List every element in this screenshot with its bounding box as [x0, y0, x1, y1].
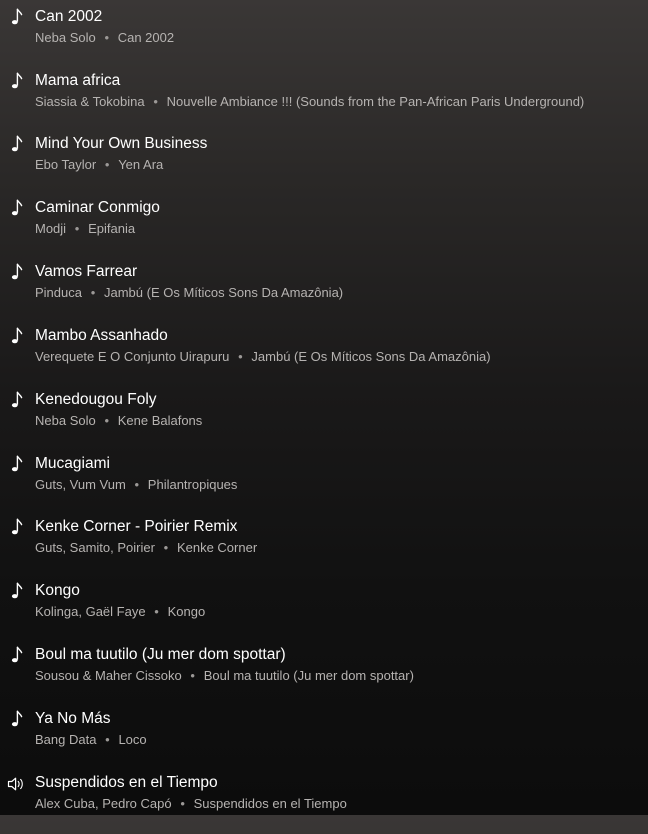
separator-dot: •	[104, 157, 110, 172]
music-note-icon	[6, 580, 26, 604]
track-title[interactable]: Ya No Más	[35, 710, 111, 727]
music-note-icon	[6, 261, 26, 285]
track-row[interactable]	[0, 514, 648, 578]
track-artists[interactable]: Sousou & Maher Cissoko	[35, 668, 182, 683]
track-meta	[35, 731, 147, 748]
track-artists[interactable]: Pinduca	[35, 285, 82, 300]
music-note-icon	[6, 708, 26, 732]
separator-dot: •	[154, 604, 159, 619]
track-meta	[35, 29, 174, 46]
track-artists[interactable]: Kolinga, Gaël Faye	[35, 604, 146, 619]
track-album[interactable]: Jambú (E Os Míticos Sons Da Amazônia)	[251, 349, 491, 364]
track-album[interactable]: Can 2002	[117, 30, 175, 45]
track-row[interactable]	[0, 642, 648, 706]
track-artists[interactable]: Siassia & Tokobina	[35, 94, 145, 109]
track-album[interactable]: Nouvelle Ambiance !!! (Sounds from the Pan-African Paris Underground)	[166, 94, 585, 109]
track-meta	[35, 220, 135, 237]
track-title[interactable]: Boul ma tuutilo (Ju mer dom spottar)	[35, 646, 286, 663]
speaker-icon	[6, 772, 26, 796]
separator-dot: •	[163, 540, 169, 555]
separator-dot: •	[238, 349, 243, 364]
track-artists[interactable]: Guts, Samito, Poirier	[35, 540, 155, 555]
separator-dot: •	[180, 796, 185, 811]
track-album[interactable]: Kenke Corner	[176, 540, 258, 555]
track-title[interactable]: Suspendidos en el Tiempo	[35, 774, 218, 791]
track-title[interactable]: Mambo Assanhado	[35, 327, 168, 344]
track-album[interactable]: Kene Balafons	[117, 413, 203, 428]
track-meta	[35, 412, 202, 429]
track-row[interactable]	[0, 259, 648, 323]
music-note-icon	[6, 516, 26, 540]
track-album[interactable]: Kongo	[167, 604, 206, 619]
track-meta	[35, 93, 584, 110]
track-artists[interactable]: Guts, Vum Vum	[35, 477, 126, 492]
track-row[interactable]	[0, 195, 648, 259]
track-artists[interactable]: Ebo Taylor	[35, 157, 97, 172]
track-row[interactable]	[0, 4, 648, 68]
track-title[interactable]: Mucagiami	[35, 455, 110, 472]
track-artists[interactable]: Bang Data	[35, 732, 97, 747]
track-meta	[35, 476, 237, 493]
track-album[interactable]: Suspendidos en el Tiempo	[193, 796, 347, 811]
track-row[interactable]	[0, 706, 648, 770]
track-artists[interactable]: Modji	[35, 221, 67, 236]
music-note-icon	[6, 70, 26, 94]
track-row[interactable]	[0, 387, 648, 451]
separator-dot: •	[104, 413, 109, 428]
separator-dot: •	[105, 732, 110, 747]
track-album[interactable]: Epifania	[88, 221, 136, 236]
track-title[interactable]: Kongo	[35, 582, 80, 599]
track-meta	[35, 603, 205, 620]
track-album[interactable]: Jambú (E Os Míticos Sons Da Amazônia)	[103, 285, 344, 300]
track-meta	[35, 667, 414, 684]
track-album[interactable]: Boul ma tuutilo (Ju mer dom spottar)	[203, 668, 414, 683]
track-artists[interactable]: Verequete E O Conjunto Uirapuru	[35, 349, 230, 364]
track-row[interactable]	[0, 68, 648, 132]
track-artists[interactable]: Alex Cuba, Pedro Capó	[35, 796, 172, 811]
music-note-icon	[6, 325, 26, 349]
music-note-icon	[6, 644, 26, 668]
track-artists[interactable]: Neba Solo	[35, 30, 96, 45]
track-row[interactable]	[0, 578, 648, 642]
track-meta	[35, 284, 343, 301]
track-meta	[35, 795, 347, 812]
track-title[interactable]: Caminar Conmigo	[35, 199, 160, 216]
track-meta	[35, 348, 491, 365]
music-note-icon	[6, 133, 26, 157]
track-meta	[35, 156, 163, 173]
music-note-icon	[6, 453, 26, 477]
separator-dot: •	[134, 477, 140, 492]
track-meta	[35, 539, 257, 556]
music-note-icon	[6, 6, 26, 30]
track-title[interactable]: Mind Your Own Business	[35, 135, 208, 152]
track-title[interactable]: Vamos Farrear	[35, 263, 138, 280]
track-row-now-playing[interactable]	[0, 770, 648, 834]
track-album[interactable]: Philantropiques	[147, 477, 238, 492]
music-note-icon	[6, 197, 26, 221]
track-album[interactable]: Loco	[118, 732, 147, 747]
track-title[interactable]: Mama africa	[35, 72, 121, 89]
music-note-icon	[6, 389, 26, 413]
track-row[interactable]	[0, 323, 648, 387]
separator-dot: •	[74, 221, 80, 236]
track-title[interactable]: Can 2002	[35, 8, 103, 25]
track-row[interactable]	[0, 131, 648, 195]
track-title[interactable]: Kenedougou Foly	[35, 391, 157, 408]
track-row[interactable]	[0, 451, 648, 515]
separator-dot: •	[90, 285, 96, 300]
track-title[interactable]: Kenke Corner - Poirier Remix	[35, 518, 238, 535]
track-album[interactable]: Yen Ara	[118, 157, 164, 172]
separator-dot: •	[104, 30, 109, 45]
separator-dot: •	[190, 668, 195, 683]
separator-dot: •	[153, 94, 158, 109]
track-artists[interactable]: Neba Solo	[35, 413, 96, 428]
